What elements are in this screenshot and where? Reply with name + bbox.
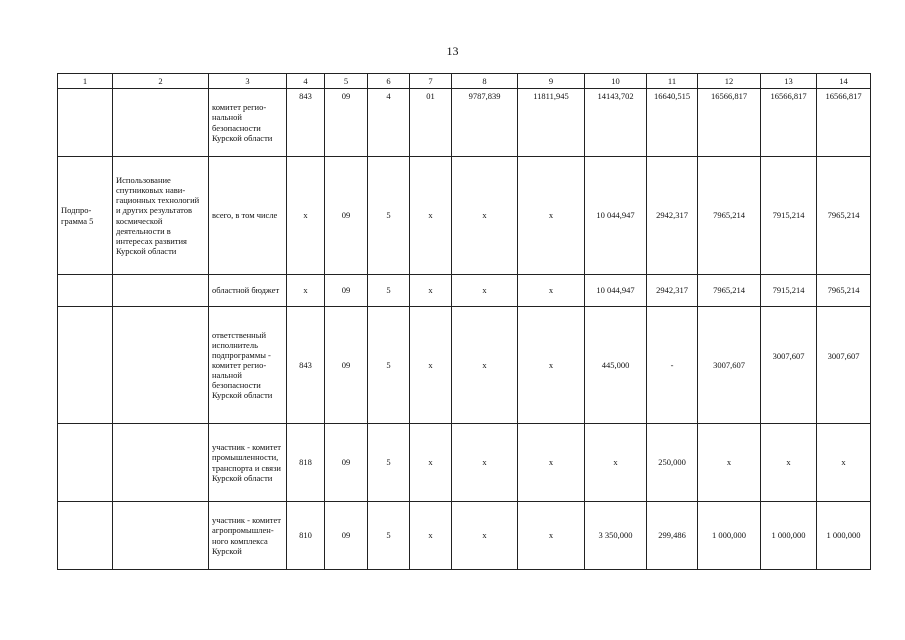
value-cell: -	[647, 307, 698, 424]
subprogram-cell	[58, 275, 113, 307]
value-cell: х	[518, 307, 585, 424]
executor-cell: областной бюджет	[209, 275, 287, 307]
value-cell: 810	[287, 502, 325, 570]
value-cell: 09	[325, 275, 368, 307]
value-cell: х	[410, 502, 452, 570]
description-cell	[113, 424, 209, 502]
table-row	[58, 502, 871, 570]
value-cell: 7965,214	[817, 275, 871, 307]
value-cell: 1 000,000	[761, 502, 817, 570]
value-cell: 09	[325, 157, 368, 275]
value-cell: 2942,317	[647, 157, 698, 275]
value-cell: 09	[325, 424, 368, 502]
header-cell: 7	[410, 74, 452, 89]
header-cell: 5	[325, 74, 368, 89]
value-cell: 5	[368, 307, 410, 424]
value-cell: 7965,214	[817, 157, 871, 275]
value-cell: х	[410, 307, 452, 424]
value-cell: х	[761, 424, 817, 502]
value-cell: 7965,214	[698, 275, 761, 307]
value-cell: 5	[368, 502, 410, 570]
budget-table	[57, 73, 871, 570]
value-cell: х	[410, 275, 452, 307]
table-row	[58, 307, 871, 424]
value-cell: 9787,839	[452, 89, 518, 157]
value-cell: 2942,317	[647, 275, 698, 307]
header-cell: 1	[58, 74, 113, 89]
value-cell: 10 044,947	[585, 275, 647, 307]
value-cell: х	[518, 424, 585, 502]
value-cell: 09	[325, 307, 368, 424]
value-cell: 7915,214	[761, 157, 817, 275]
value-cell: 16640,515	[647, 89, 698, 157]
value-cell: 3007,607	[761, 307, 817, 424]
value-cell: х	[452, 307, 518, 424]
value-cell: 3007,607	[817, 307, 871, 424]
subprogram-cell	[58, 307, 113, 424]
executor-cell: всего, в том числе	[209, 157, 287, 275]
executor-cell: участник - комитет агропромышленного комплекса Курской	[209, 502, 287, 570]
value-cell: 3007,607	[698, 307, 761, 424]
value-cell: х	[287, 275, 325, 307]
description-cell: Использование спутниковых навигационных технологий и других результатов космической деятельности в интересах развития Курской области	[113, 157, 209, 275]
value-cell: 843	[287, 89, 325, 157]
header-cell: 9	[518, 74, 585, 89]
header-cell: 11	[647, 74, 698, 89]
executor-cell: ответственный исполнитель подпрограммы - комитет региональной безопасности Курской области	[209, 307, 287, 424]
value-cell: 843	[287, 307, 325, 424]
value-cell: х	[518, 157, 585, 275]
header-cell: 3	[209, 74, 287, 89]
value-cell: х	[287, 157, 325, 275]
page-number: 13	[446, 44, 459, 58]
value-cell: 14143,702	[585, 89, 647, 157]
executor-cell: участник - комитет промышленности, транспорта и связи Курской области	[209, 424, 287, 502]
value-cell: х	[452, 275, 518, 307]
value-cell: х	[585, 424, 647, 502]
value-cell: 5	[368, 275, 410, 307]
value-cell: х	[518, 275, 585, 307]
header-cell: 10	[585, 74, 647, 89]
subprogram-cell: Подпрограмма 5	[58, 157, 113, 275]
header-cell: 13	[761, 74, 817, 89]
value-cell: х	[452, 424, 518, 502]
value-cell: 5	[368, 157, 410, 275]
value-cell: 818	[287, 424, 325, 502]
executor-cell: комитет региональной безопасности Курской области	[209, 89, 287, 157]
header-cell: 14	[817, 74, 871, 89]
value-cell: 299,486	[647, 502, 698, 570]
header-row	[58, 74, 871, 89]
value-cell: 1 000,000	[698, 502, 761, 570]
header-cell: 8	[452, 74, 518, 89]
value-cell: 10 044,947	[585, 157, 647, 275]
value-cell: 250,000	[647, 424, 698, 502]
value-cell: 09	[325, 502, 368, 570]
subprogram-cell	[58, 89, 113, 157]
value-cell: 16566,817	[761, 89, 817, 157]
value-cell: х	[452, 157, 518, 275]
description-cell	[113, 89, 209, 157]
header-cell: 4	[287, 74, 325, 89]
table-row	[58, 157, 871, 275]
value-cell: х	[518, 502, 585, 570]
description-cell	[113, 307, 209, 424]
header-cell: 6	[368, 74, 410, 89]
value-cell: 3 350,000	[585, 502, 647, 570]
description-cell	[113, 502, 209, 570]
value-cell: х	[698, 424, 761, 502]
value-cell: 7965,214	[698, 157, 761, 275]
value-cell: х	[410, 424, 452, 502]
value-cell: 11811,945	[518, 89, 585, 157]
value-cell: 4	[368, 89, 410, 157]
value-cell: 09	[325, 89, 368, 157]
value-cell: х	[410, 157, 452, 275]
table-row	[58, 89, 871, 157]
header-cell: 2	[113, 74, 209, 89]
value-cell: 16566,817	[698, 89, 761, 157]
subprogram-cell	[58, 424, 113, 502]
header-cell: 12	[698, 74, 761, 89]
value-cell: х	[452, 502, 518, 570]
value-cell: х	[817, 424, 871, 502]
value-cell: 1 000,000	[817, 502, 871, 570]
table-row	[58, 424, 871, 502]
description-cell	[113, 275, 209, 307]
value-cell: 01	[410, 89, 452, 157]
subprogram-cell	[58, 502, 113, 570]
value-cell: 445,000	[585, 307, 647, 424]
table-row	[58, 275, 871, 307]
value-cell: 5	[368, 424, 410, 502]
value-cell: 7915,214	[761, 275, 817, 307]
value-cell: 16566,817	[817, 89, 871, 157]
